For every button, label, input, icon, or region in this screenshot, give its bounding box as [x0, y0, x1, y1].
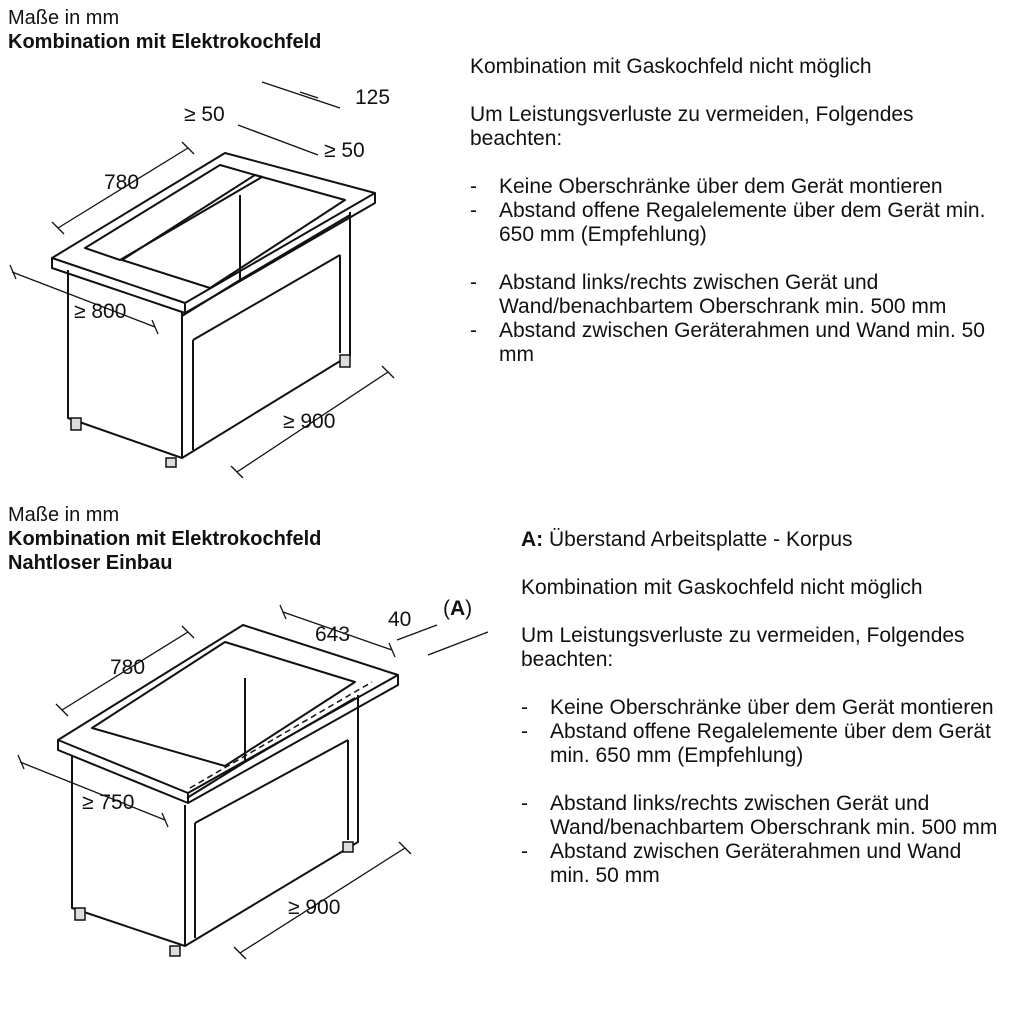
bullet-dash: -	[470, 271, 477, 294]
dim-width: 780	[110, 656, 146, 679]
dim-643: 643	[315, 623, 351, 646]
bullet-dash: -	[470, 175, 477, 198]
dim-gap-right: ≥ 50	[324, 139, 365, 162]
list-item	[470, 175, 990, 199]
gas-note: Kombination mit Gaskochfeld nicht möglich	[470, 55, 872, 78]
cabinet-foot	[343, 842, 353, 852]
cabinet-foot	[170, 946, 180, 956]
list-item-text: Abstand offene Regalelemente über dem Gerät min. 650 mm (Empfehlung)	[550, 720, 991, 767]
section2-notes	[521, 528, 1001, 888]
a-definition	[521, 528, 1001, 552]
list-item-text: Abstand zwischen Geräterahmen und Wand min. 50 mm	[550, 840, 962, 887]
list-item	[470, 199, 990, 247]
bullet-dash: -	[470, 319, 477, 342]
installation-diagram-2	[0, 590, 500, 960]
gas-note: Kombination mit Gaskochfeld nicht möglich	[521, 576, 923, 599]
dim-width: 780	[104, 171, 140, 194]
list-item-text: Keine Oberschränke über dem Gerät montieren	[499, 175, 943, 198]
cabinet-foot	[340, 355, 350, 367]
list-item	[521, 792, 1001, 840]
dim-height: ≥ 900	[288, 896, 341, 919]
dim-height: ≥ 900	[283, 410, 336, 433]
a-text: Überstand Arbeitsplatte - Korpus	[549, 528, 853, 551]
list-item	[521, 720, 1001, 768]
units-label: Maße in mm	[8, 7, 120, 29]
list-item-text: Abstand zwischen Geräterahmen und Wand min. 50 mm	[499, 319, 985, 366]
list-item	[521, 696, 1001, 720]
list-item	[470, 319, 990, 367]
bullet-dash: -	[470, 199, 477, 222]
cabinet-foot	[75, 908, 85, 920]
a-label: A:	[521, 528, 544, 551]
section-title: Kombination mit Elektrokochfeld	[8, 528, 322, 550]
list-item-text: Abstand links/rechts zwischen Gerät und Wand/benachbartem Oberschrank min. 500 mm	[499, 271, 947, 318]
dim-frame: 125	[355, 86, 391, 109]
list-item	[470, 271, 990, 319]
cabinet-foot	[166, 458, 176, 467]
bullet-dash: -	[521, 840, 528, 863]
dim-depth: ≥ 750	[82, 791, 135, 814]
callout-a: (A)	[443, 597, 473, 620]
bullet-dash: -	[521, 696, 528, 719]
intro-note: Um Leistungsverluste zu vermeiden, Folgendes beachten:	[521, 624, 965, 671]
list-item	[521, 840, 1001, 888]
section2-header	[8, 503, 321, 575]
section-subtitle: Nahtloser Einbau	[8, 552, 173, 574]
bullet-dash: -	[521, 720, 528, 743]
intro-note: Um Leistungsverluste zu vermeiden, Folgendes beachten:	[470, 103, 914, 150]
section-title: Kombination mit Elektrokochfeld	[8, 31, 322, 53]
units-label: Maße in mm	[8, 504, 120, 526]
installation-diagram-1	[0, 0, 500, 490]
list-item-text: Abstand offene Regalelemente über dem Gerät min. 650 mm (Empfehlung)	[499, 199, 986, 246]
cabinet-foot	[71, 418, 81, 430]
dim-40: 40	[388, 608, 412, 631]
list-item-text: Abstand links/rechts zwischen Gerät und Wand/benachbartem Oberschrank min. 500 mm	[550, 792, 998, 839]
list-item-text: Keine Oberschränke über dem Gerät montieren	[550, 696, 994, 719]
bullet-dash: -	[521, 792, 528, 815]
section1-notes	[470, 55, 990, 367]
callout-letter: A	[450, 597, 466, 620]
dim-gap-left: ≥ 50	[184, 103, 225, 126]
dim-depth: ≥ 800	[74, 300, 127, 323]
